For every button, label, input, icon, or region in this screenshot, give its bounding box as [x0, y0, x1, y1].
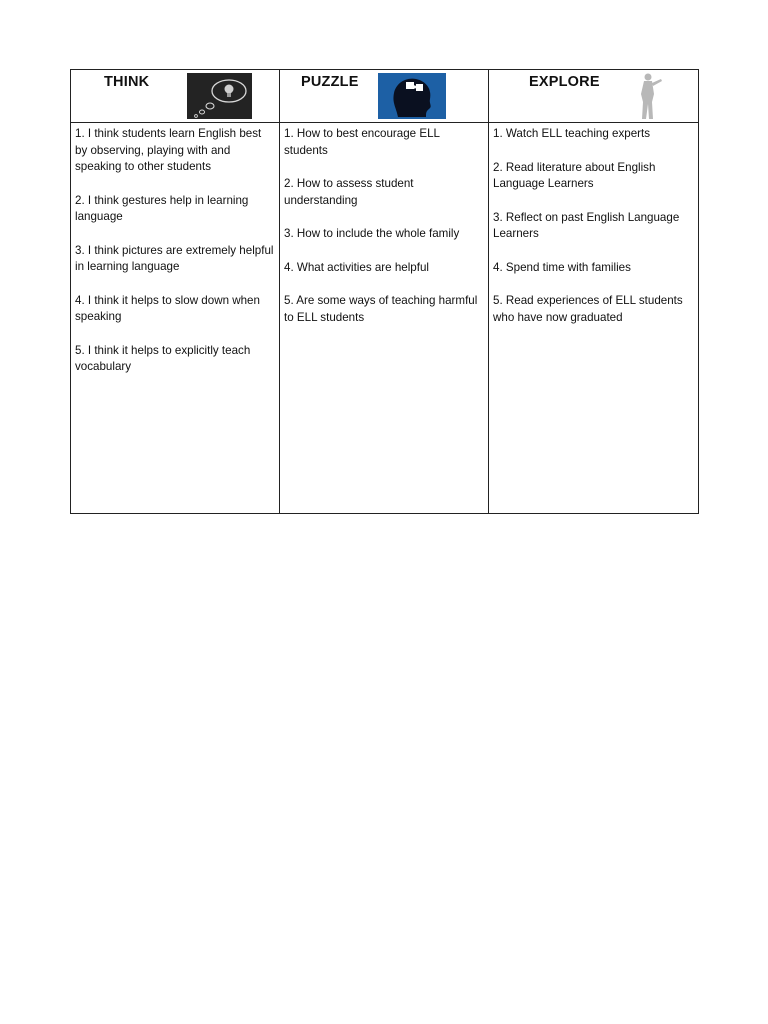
list-item: 5. I think it helps to explicitly teach vocabulary	[75, 343, 251, 373]
list-item: 2. Read literature about English Language Learners	[493, 160, 656, 190]
list-item: 3. Reflect on past English Language Learners	[493, 210, 680, 240]
explorer-silhouette-icon	[635, 72, 665, 122]
list-item: 4. I think it helps to slow down when speaking	[75, 293, 260, 323]
list-item: 1. I think students learn English best by observing, playing with and speaking to other students	[75, 127, 262, 173]
think-puzzle-explore-table	[70, 69, 699, 514]
list-item: 4. Spend time with families	[493, 260, 631, 274]
puzzle-head-icon	[378, 73, 446, 119]
list-item: 2. I think gestures help in learning language	[75, 193, 249, 223]
thought-bubble-lightbulb-icon	[187, 73, 252, 119]
explore-column	[489, 123, 699, 514]
puzzle-title: PUZZLE	[301, 74, 359, 90]
header-row	[71, 70, 699, 123]
think-header-cell	[71, 70, 280, 123]
content-row	[71, 123, 699, 514]
think-title: THINK	[104, 74, 150, 90]
list-item: 5. Read experiences of ELL students who have now graduated	[493, 294, 683, 324]
list-item: 3. How to include the whole family	[284, 227, 460, 240]
list-item: 5. Are some ways of teaching harmful to ELL students	[284, 294, 478, 324]
think-column	[71, 123, 280, 514]
explore-title: EXPLORE	[529, 74, 600, 90]
list-item: 4. What activities are helpful	[284, 260, 429, 274]
list-item: 1. Watch ELL teaching experts	[493, 127, 651, 140]
list-item: 1. How to best encourage ELL students	[284, 127, 440, 157]
puzzle-column	[280, 123, 489, 514]
list-item: 3. I think pictures are extremely helpful in learning language	[75, 243, 274, 273]
explore-header-cell	[489, 70, 699, 123]
list-item: 2. How to assess student understanding	[284, 177, 414, 207]
puzzle-header-cell	[280, 70, 489, 123]
